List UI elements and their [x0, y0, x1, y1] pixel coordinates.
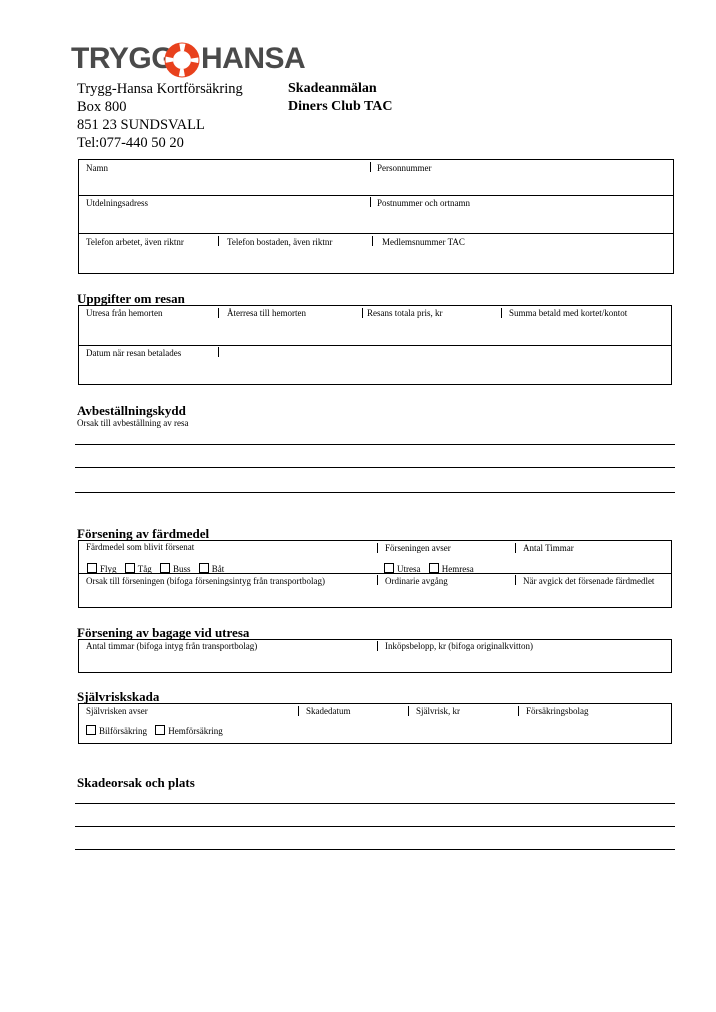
trip-price-field[interactable]: Resans totala pris, kr	[367, 308, 443, 318]
address-line: Tel:077-440 50 20	[77, 135, 184, 151]
cause-line[interactable]	[75, 803, 675, 804]
postal-field[interactable]: Postnummer och ortnamn	[377, 198, 470, 208]
excess-amount-field[interactable]: Självrisk, kr	[416, 706, 460, 716]
baggage-delay-heading: Försening av bagage vid utresa	[77, 625, 250, 640]
member-number-field[interactable]: Medlemsnummer TAC	[382, 237, 465, 247]
actual-departure-field[interactable]: När avgick det försenade färdmedlet	[523, 576, 655, 586]
checkbox-bilforsakring[interactable]: Bilförsäkring	[86, 725, 147, 736]
checkbox-utresa[interactable]: Utresa	[384, 563, 421, 574]
logo-word-hansa: HANSA	[201, 42, 306, 75]
excess-heading: Självriskskada	[77, 689, 160, 704]
baggage-hours-field[interactable]: Antal timmar (bifoga intyg från transportbolag)	[86, 641, 258, 651]
return-date-field[interactable]: Återresa till hemorten	[227, 308, 306, 318]
trip-heading: Uppgifter om resan	[77, 291, 185, 306]
cancellation-reason-line[interactable]	[75, 444, 675, 445]
address-field[interactable]: Utdelningsadress	[86, 198, 148, 208]
direction-options	[384, 563, 480, 574]
address-line: Trygg-Hansa Kortförsäkring	[77, 81, 243, 97]
ordinary-departure-field[interactable]: Ordinarie avgång	[385, 576, 448, 586]
lifebuoy-icon	[164, 42, 200, 78]
cancellation-reason-line[interactable]	[75, 467, 675, 468]
checkbox-icon	[384, 563, 394, 573]
damage-date-field[interactable]: Skadedatum	[306, 706, 351, 716]
checkbox-icon	[125, 563, 135, 573]
checkbox-icon	[86, 725, 96, 735]
amount-paid-field[interactable]: Summa betald med kortet/kontot	[509, 308, 628, 318]
excess-options	[86, 725, 229, 736]
checkbox-hemforsakring[interactable]: Hemförsäkring	[155, 725, 222, 736]
checkbox-bat[interactable]: Båt	[199, 563, 225, 574]
title-line: Diners Club TAC	[288, 99, 393, 114]
title-line: Skadeanmälan	[288, 81, 377, 96]
phone-home-field[interactable]: Telefon bostaden, även riktnr	[227, 237, 333, 247]
delayed-vehicle-label: Färdmedel som blivit försenat	[86, 542, 195, 552]
cancellation-reason-line[interactable]	[75, 492, 675, 493]
excess-concerns-label: Självrisken avser	[86, 706, 148, 716]
insurance-company-field[interactable]: Försäkringsbolag	[526, 706, 589, 716]
cancellation-reason-label: Orsak till avbeställning av resa	[77, 418, 189, 428]
checkbox-icon	[155, 725, 165, 735]
cause-heading: Skadeorsak och plats	[77, 775, 195, 790]
checkbox-icon	[199, 563, 209, 573]
cause-line[interactable]	[75, 849, 675, 850]
cause-line[interactable]	[75, 826, 675, 827]
phone-work-field[interactable]: Telefon arbetet, även riktnr	[86, 237, 184, 247]
address-line: 851 23 SUNDSVALL	[77, 117, 205, 133]
checkbox-icon	[429, 563, 439, 573]
logo-word-trygg: TRYGG	[71, 42, 175, 75]
vehicle-options	[87, 563, 230, 574]
checkbox-flyg[interactable]: Flyg	[87, 563, 117, 574]
checkbox-buss[interactable]: Buss	[160, 563, 191, 574]
departure-date-field[interactable]: Utresa från hemorten	[86, 308, 163, 318]
checkbox-hemresa[interactable]: Hemresa	[429, 563, 474, 574]
purchase-amount-field[interactable]: Inköpsbelopp, kr (bifoga originalkvitton)	[385, 641, 533, 651]
delay-hours-field[interactable]: Antal Timmar	[523, 543, 574, 553]
checkbox-icon	[160, 563, 170, 573]
cancellation-heading: Avbeställningskydd	[77, 403, 186, 418]
payment-date-field[interactable]: Datum när resan betalades	[86, 348, 182, 358]
delay-reason-field[interactable]: Orsak till förseningen (bifoga förseningsintyg från transportbolag)	[86, 576, 325, 586]
address-line: Box 800	[77, 99, 127, 115]
delay-concerns-label: Förseningen avser	[385, 543, 451, 553]
insurer-address	[77, 80, 243, 152]
checkbox-icon	[87, 563, 97, 573]
transport-delay-heading: Försening av färdmedel	[77, 526, 210, 541]
personal-info-box	[78, 159, 674, 274]
form-title	[288, 80, 393, 116]
name-field[interactable]: Namn	[86, 163, 108, 173]
checkbox-tag[interactable]: Tåg	[125, 563, 152, 574]
personnummer-field[interactable]: Personnummer	[377, 163, 432, 173]
